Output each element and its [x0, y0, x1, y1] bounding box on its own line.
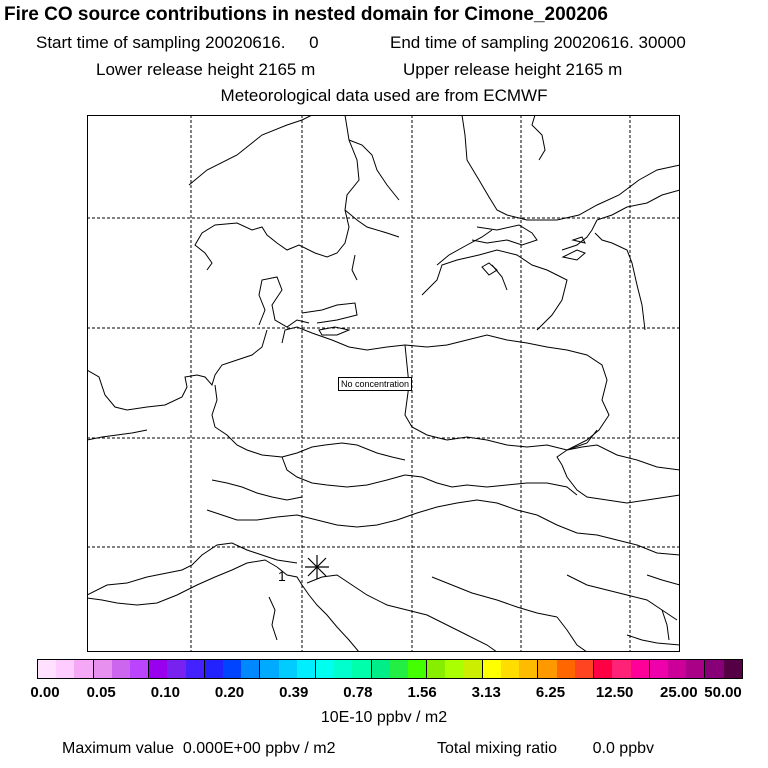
page-title: Fire CO source contributions in nested domain for Cimone_200206 — [4, 4, 608, 25]
color-swatch — [112, 660, 130, 678]
color-scale-bar — [37, 659, 743, 679]
color-swatch — [593, 660, 612, 678]
color-swatch — [612, 660, 630, 678]
color-swatch — [186, 660, 204, 678]
color-scale-tick-label: 1.56 — [407, 684, 437, 701]
upper-release-height-label: Upper release height 2165 m — [403, 60, 623, 79]
color-swatch — [557, 660, 575, 678]
color-swatch — [724, 660, 742, 678]
color-swatch — [315, 660, 334, 678]
color-swatch — [519, 660, 537, 678]
color-swatch — [668, 660, 686, 678]
color-scale-tick-label: 0.39 — [279, 684, 309, 701]
color-swatch — [686, 660, 704, 678]
total-mixing-ratio-label: Total mixing ratio 0.0 ppbv — [437, 740, 654, 757]
color-swatch — [426, 660, 445, 678]
color-scale-tick-label: 0.10 — [150, 684, 180, 701]
color-scale-tick-label: 6.25 — [535, 684, 566, 701]
color-scale-tick-label: 0.05 — [86, 684, 116, 701]
color-swatch — [501, 660, 519, 678]
color-scale-tick-label: 25.00 — [660, 684, 698, 701]
color-swatch — [38, 660, 56, 678]
color-scale-tick-label: 3.13 — [471, 684, 501, 701]
color-swatch — [482, 660, 501, 678]
color-swatch — [223, 660, 241, 678]
color-swatch — [575, 660, 593, 678]
color-swatch — [631, 660, 649, 678]
color-swatch — [704, 660, 723, 678]
color-scale-tick-label: 50.00 — [704, 684, 742, 701]
lower-release-height-label: Lower release height 2165 m — [96, 60, 316, 79]
color-scale-tick-label: 0.20 — [214, 684, 245, 701]
color-swatch — [408, 660, 426, 678]
color-swatch — [167, 660, 185, 678]
color-swatch — [93, 660, 112, 678]
release-site-marker — [305, 555, 329, 579]
color-swatch — [279, 660, 297, 678]
color-swatch — [649, 660, 668, 678]
release-marker-label: 1 — [278, 568, 286, 584]
color-scale-tick-label: 0.00 — [30, 684, 60, 701]
maximum-value-label: Maximum value 0.000E+00 ppbv / m2 — [62, 740, 336, 757]
color-swatch — [74, 660, 92, 678]
color-swatch — [390, 660, 408, 678]
color-swatch — [371, 660, 390, 678]
color-swatch — [464, 660, 482, 678]
color-swatch — [297, 660, 315, 678]
color-swatch — [334, 660, 352, 678]
color-swatch — [259, 660, 278, 678]
color-swatch — [445, 660, 463, 678]
color-scale-tick-label: 0.78 — [343, 684, 373, 701]
color-scale-unit: 10E-10 ppbv / m2 — [320, 709, 448, 726]
color-swatch — [537, 660, 556, 678]
color-scale-tick-label: 12.50 — [595, 684, 634, 701]
start-time-label: Start time of sampling 20020616. 0 — [36, 33, 319, 52]
no-concentration-label: No concentration — [338, 377, 412, 391]
color-swatch — [148, 660, 167, 678]
end-time-label: End time of sampling 20020616. 30000 — [390, 33, 686, 52]
meteo-data-label: Meteorological data used are from ECMWF — [220, 86, 548, 105]
color-swatch — [130, 660, 148, 678]
color-swatch — [204, 660, 223, 678]
color-swatch — [56, 660, 74, 678]
color-swatch — [352, 660, 370, 678]
color-swatch — [241, 660, 259, 678]
